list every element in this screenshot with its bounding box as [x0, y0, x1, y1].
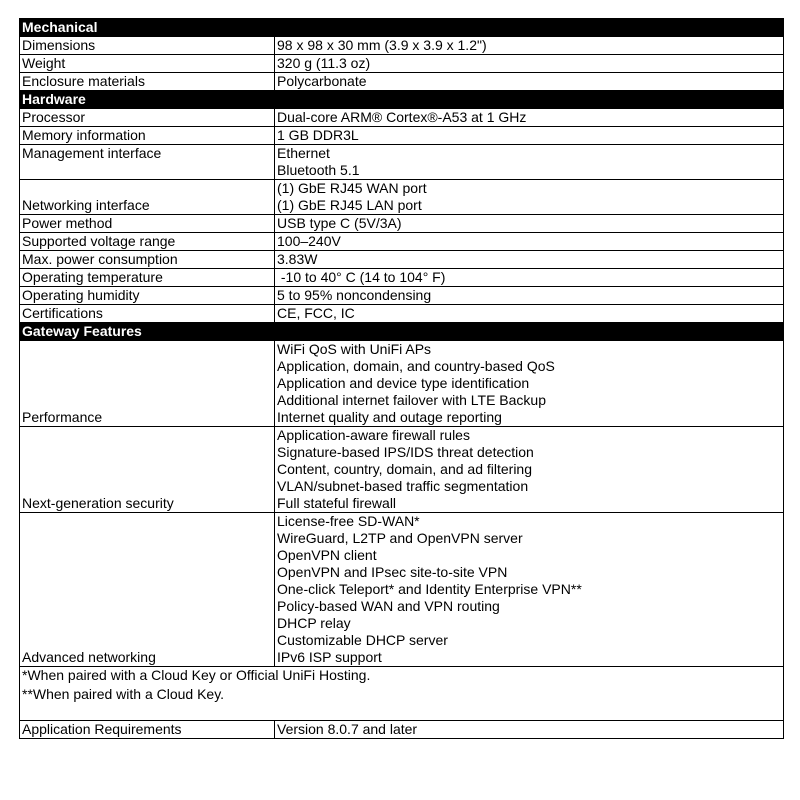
spec-row-processor [20, 109, 784, 127]
spec-value: 5 to 95% noncondensing [275, 287, 784, 305]
spec-row-op-humidity [20, 287, 784, 305]
spec-value-line: WiFi QoS with UniFi APs [277, 341, 432, 357]
section-title: Gateway Features [20, 323, 784, 341]
footnote: **When paired with a Cloud Key. [22, 686, 225, 702]
spec-value-line: Bluetooth 5.1 [277, 162, 360, 178]
footnotes-row [20, 667, 784, 721]
spec-value-line: Full stateful firewall [277, 495, 397, 511]
spec-row-management [20, 145, 784, 180]
spec-value: 1 GB DDR3L [275, 127, 784, 145]
spec-value: 100–240V [275, 233, 784, 251]
spec-row-dimensions [20, 37, 784, 55]
spec-value: 320 g (11.3 oz) [275, 55, 784, 73]
spec-value: Dual-core ARM® Cortex®-A53 at 1 GHz [275, 109, 784, 127]
spec-row-security [20, 427, 784, 513]
spec-row-performance [20, 341, 784, 427]
spec-label: Performance [20, 341, 275, 427]
spec-row-app-requirements [20, 721, 784, 739]
spec-label: Power method [20, 215, 275, 233]
spec-label: Operating humidity [20, 287, 275, 305]
spec-value-line: Internet quality and outage reporting [277, 409, 502, 425]
spec-row-op-temp [20, 269, 784, 287]
spec-value-line: Policy-based WAN and VPN routing [277, 598, 500, 614]
section-title: Hardware [20, 91, 784, 109]
spec-row-memory [20, 127, 784, 145]
spec-value: 98 x 98 x 30 mm (3.9 x 3.9 x 1.2") [275, 37, 784, 55]
spec-value-line: Customizable DHCP server [277, 632, 448, 648]
spec-row-advanced [20, 513, 784, 667]
spec-value-line: Ethernet [277, 145, 330, 161]
section-title: Mechanical [20, 19, 784, 37]
spec-label: Certifications [20, 305, 275, 323]
spec-value: Polycarbonate [275, 73, 784, 91]
spec-label: Processor [20, 109, 275, 127]
spec-value-line: DHCP relay [277, 615, 351, 631]
spec-value-line: Application and device type identification [277, 375, 530, 391]
spec-value-line: One-click Teleport* and Identity Enterprise VPN** [277, 581, 582, 597]
section-header-gateway [20, 323, 784, 341]
spec-row-voltage [20, 233, 784, 251]
footnotes [20, 667, 784, 721]
spec-label: Dimensions [20, 37, 275, 55]
spec-label: Next-generation security [20, 427, 275, 513]
spec-label: Advanced networking [20, 513, 275, 667]
section-header-mechanical [20, 19, 784, 37]
spec-row-certifications [20, 305, 784, 323]
spec-row-enclosure [20, 73, 784, 91]
spec-value [275, 341, 784, 427]
spec-value-line: Additional internet failover with LTE Backup [277, 392, 546, 408]
spec-label: Supported voltage range [20, 233, 275, 251]
spec-label: Operating temperature [20, 269, 275, 287]
spec-value-line: Application, domain, and country-based QoS [277, 358, 555, 374]
spec-value-line: Content, country, domain, and ad filtering [277, 461, 533, 477]
spec-row-power-method [20, 215, 784, 233]
spec-label: Weight [20, 55, 275, 73]
spec-value [275, 180, 784, 215]
spec-row-weight [20, 55, 784, 73]
spec-value [275, 427, 784, 513]
spec-label: Application Requirements [20, 721, 275, 739]
spec-value: -10 to 40° C (14 to 104° F) [275, 269, 784, 287]
spec-value-line: Application-aware firewall rules [277, 427, 470, 443]
spec-label: Max. power consumption [20, 251, 275, 269]
spec-value-line: VLAN/subnet-based traffic segmentation [277, 478, 529, 494]
spec-label: Networking interface [20, 180, 275, 215]
spec-label: Enclosure materials [20, 73, 275, 91]
spec-value-line: License-free SD-WAN* [277, 513, 420, 529]
spec-value-line: WireGuard, L2TP and OpenVPN server [277, 530, 523, 546]
spec-value: Version 8.0.7 and later [275, 721, 784, 739]
spec-value [275, 145, 784, 180]
spec-value-line: Signature-based IPS/IDS threat detection [277, 444, 534, 460]
spec-label: Memory information [20, 127, 275, 145]
spec-value: CE, FCC, IC [275, 305, 784, 323]
section-header-hardware [20, 91, 784, 109]
spec-value-line: (1) GbE RJ45 WAN port [277, 180, 427, 196]
spec-value: 3.83W [275, 251, 784, 269]
spec-value-line: IPv6 ISP support [277, 649, 382, 665]
spec-value-line: OpenVPN client [277, 547, 377, 563]
footnote: *When paired with a Cloud Key or Official UniFi Hosting. [22, 667, 371, 683]
spec-row-networking [20, 180, 784, 215]
spec-value [275, 513, 784, 667]
spec-value: USB type C (5V/3A) [275, 215, 784, 233]
spec-row-max-power [20, 251, 784, 269]
spec-value-line: OpenVPN and IPsec site-to-site VPN [277, 564, 508, 580]
spec-value-line: (1) GbE RJ45 LAN port [277, 197, 422, 213]
spec-table [19, 18, 784, 739]
spec-label: Management interface [20, 145, 275, 180]
